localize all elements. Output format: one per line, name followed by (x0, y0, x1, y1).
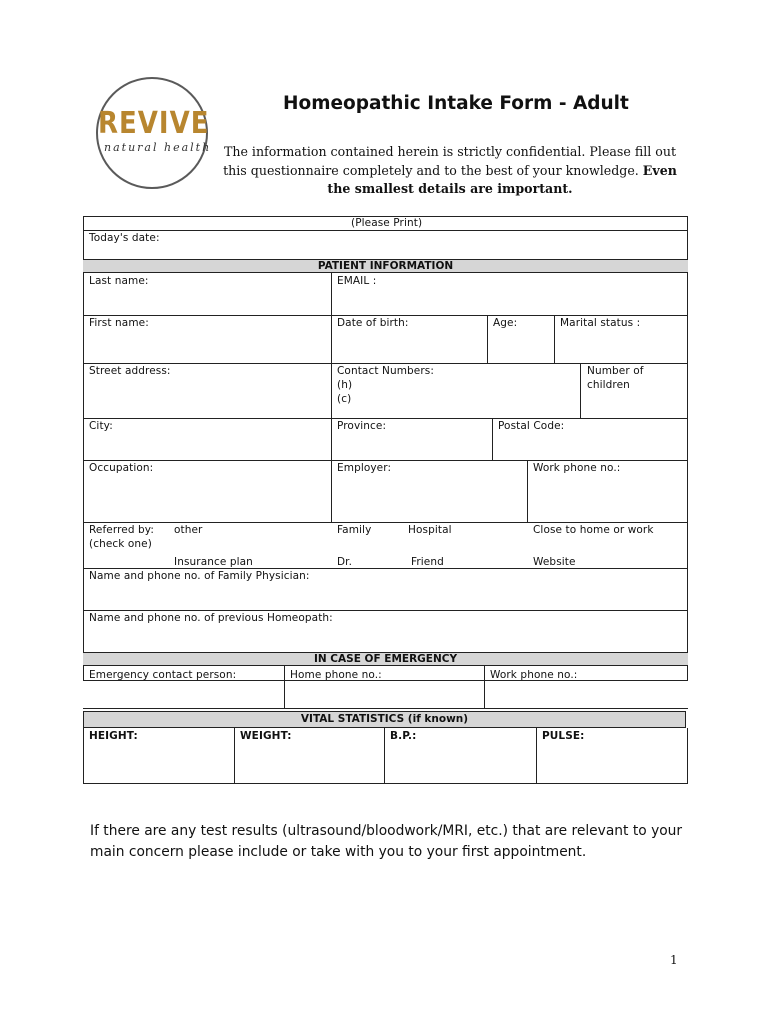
col-divider (484, 666, 485, 708)
row-divider (83, 610, 688, 611)
age-field[interactable]: Age: (493, 317, 518, 329)
referred-by-label: Referred by: (89, 524, 154, 536)
date-of-birth-field[interactable]: Date of birth: (337, 317, 409, 329)
first-name-field[interactable]: First name: (89, 317, 149, 329)
email-field[interactable]: EMAIL : (337, 275, 377, 287)
city-field[interactable]: City: (89, 420, 113, 432)
col-divider (384, 728, 385, 784)
page-title: Homeopathic Intake Form - Adult (283, 93, 629, 114)
col-divider (580, 363, 581, 418)
pulse-field[interactable]: PULSE: (542, 730, 585, 742)
emergency-home-phone-field[interactable]: Home phone no.: (290, 669, 382, 681)
height-field[interactable]: HEIGHT: (89, 730, 138, 742)
referral-option-hospital[interactable]: Hospital (408, 524, 452, 536)
table-left-border (83, 216, 84, 681)
home-phone-field[interactable]: (h) (337, 379, 353, 391)
row-divider (83, 708, 688, 709)
emergency-header: IN CASE OF EMERGENCY (83, 652, 688, 666)
intro-paragraph (220, 143, 680, 199)
cell-phone-field[interactable]: (c) (337, 393, 352, 405)
referral-option-insurance[interactable]: Insurance plan (174, 556, 253, 568)
intro-emphasis: Even the smallest details are important. (327, 162, 677, 196)
marital-status-field[interactable]: Marital status : (560, 317, 641, 329)
table-right-border (687, 216, 688, 681)
todays-date-field[interactable]: Today's date: (89, 232, 160, 244)
weight-field[interactable]: WEIGHT: (240, 730, 292, 742)
col-divider (536, 728, 537, 784)
blood-pressure-field[interactable]: B.P.: (390, 730, 417, 742)
col-divider (234, 728, 235, 784)
number-of-children-label: Number of (587, 365, 644, 377)
please-print-note: (Please Print) (351, 217, 423, 229)
logo-tagline: natural health (104, 141, 212, 154)
referral-option-friend[interactable]: Friend (411, 556, 444, 568)
family-physician-field[interactable]: Name and phone no. of Family Physician: (89, 570, 310, 582)
test-results-note: If there are any test results (ultrasound/bloodwork/MRI, etc.) that are relevant to your main concern please include or take with you to your first appointment. (90, 823, 683, 860)
children-label: children (587, 379, 630, 391)
row-divider (83, 460, 688, 461)
col-divider (331, 273, 332, 523)
patient-info-header: PATIENT INFORMATION (83, 259, 688, 273)
previous-homeopath-field[interactable]: Name and phone no. of previous Homeopath: (89, 612, 333, 624)
vitals-right-border (687, 728, 688, 784)
col-divider (527, 460, 528, 522)
emergency-contact-field[interactable]: Emergency contact person: (89, 669, 237, 681)
referral-option-doctor[interactable]: Dr. (337, 556, 353, 568)
emergency-work-phone-field[interactable]: Work phone no.: (490, 669, 578, 681)
occupation-field[interactable]: Occupation: (89, 462, 154, 474)
referral-option-website[interactable]: Website (533, 556, 576, 568)
check-one-label: (check one) (89, 538, 152, 550)
province-field[interactable]: Province: (337, 420, 387, 432)
row-divider (83, 315, 688, 316)
col-divider (487, 315, 488, 363)
vitals-header: VITAL STATISTICS (if known) (83, 711, 686, 728)
col-divider (284, 666, 285, 708)
logo-wordmark: REVIVE (98, 106, 210, 142)
contact-numbers-label: Contact Numbers: (337, 365, 434, 377)
row-divider (83, 418, 688, 419)
referral-option-other[interactable]: other (174, 524, 203, 536)
street-address-field[interactable]: Street address: (89, 365, 171, 377)
col-divider (492, 418, 493, 460)
referral-option-close-to-home[interactable]: Close to home or work (533, 524, 654, 536)
vitals-bottom-border (83, 783, 688, 784)
last-name-field[interactable]: Last name: (89, 275, 149, 287)
employer-field[interactable]: Employer: (337, 462, 392, 474)
revive-logo (96, 77, 212, 189)
row-divider (83, 363, 688, 364)
referral-option-family[interactable]: Family (337, 524, 372, 536)
intro-text: The information contained herein is strictly confidential. Please fill out this questionnaire completely and to the best of your knowledge. (223, 144, 677, 178)
work-phone-field[interactable]: Work phone no.: (533, 462, 621, 474)
row-divider (83, 522, 688, 523)
vitals-left-border (83, 728, 84, 784)
postal-code-field[interactable]: Postal Code: (498, 420, 565, 432)
page-number: 1 (670, 953, 678, 967)
col-divider (554, 315, 555, 363)
